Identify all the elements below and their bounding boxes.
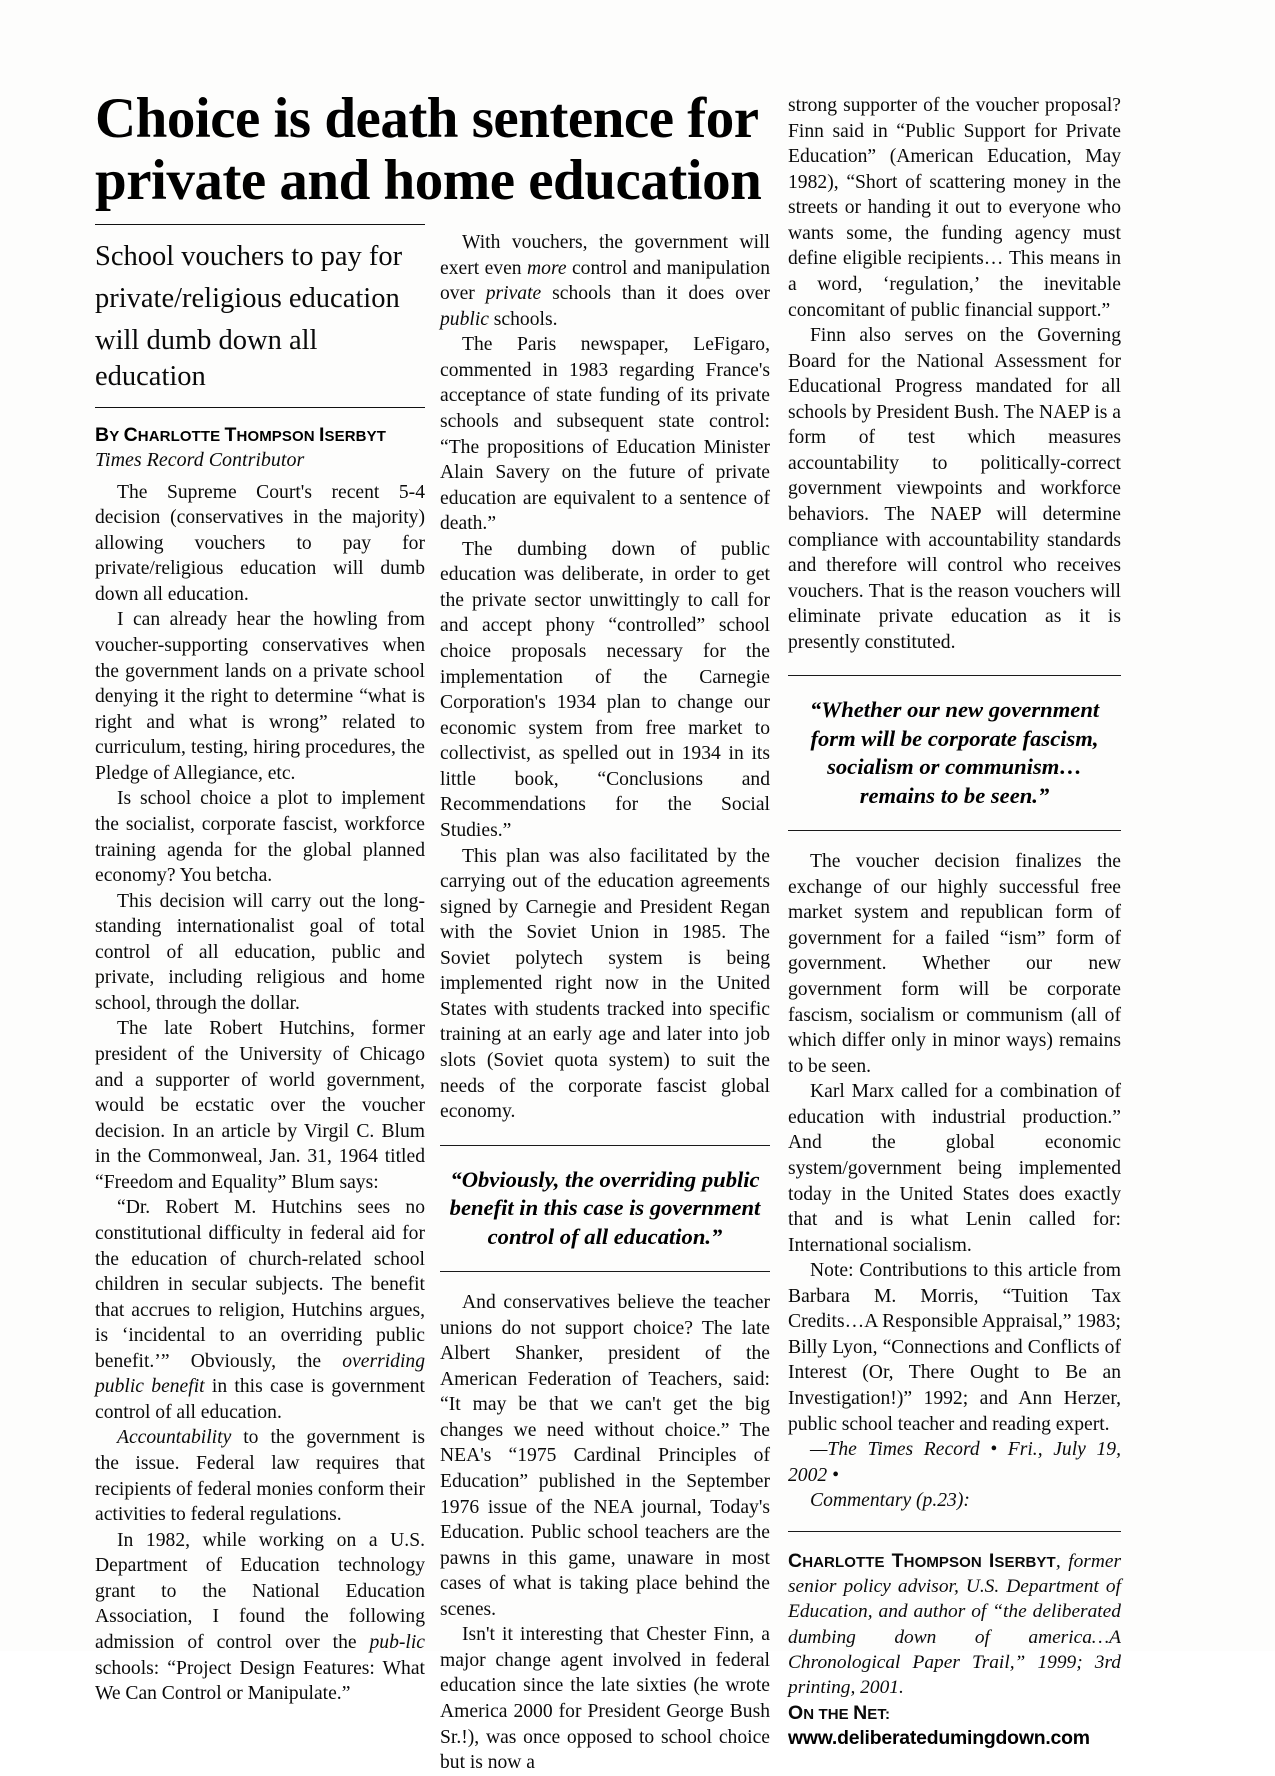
author-bio — [788, 1549, 1121, 1700]
paragraph: And conservatives believe the teacher unions do not support choice? The late Albert Shanker, president of the American Federation of Teachers, said: “It may be that we can't get the big changes we need without choice.” The NEA's “1975 Cardinal Principles of Education” published in the September 1976 issue of the NEA journal, Today's Education. Public school teachers are the pawns in this game, unaware in most cases of what is taking place behind the scenes. — [440, 1292, 770, 1620]
deck-block — [95, 239, 425, 395]
pullquote-line: “Obviously, the overriding public — [450, 1166, 760, 1192]
italic-run: more — [527, 257, 567, 279]
paragraph — [440, 230, 770, 332]
deck-rule-bottom — [95, 407, 425, 408]
paragraph: This plan was also facilitated by the carrying out of the education agreements signed by Carnegie and President Regan with the Soviet Union in 1985. The Soviet polytech system is being implemented right now in the United States with students tracked into specific training at an early age and later into job slots (Soviet quota system) to suit the needs of the corporate fascist global economy. — [440, 845, 770, 1123]
text-run: With vouchers, the government will exert even — [440, 232, 770, 279]
italic-run: overriding public benefit — [95, 1350, 425, 1398]
pullquote-line: “Whether our new government — [809, 697, 1100, 723]
column-one — [95, 224, 425, 1707]
paragraph: The dumbing down of public education was deliberate, in order to get the private sector unwittingly to call for and accept phony “controlled” school choice proposals necessary for the implementation of the Carnegie Corporation's 1934 plan to change our economic system from free market to collectivist, as spelled out in 1934 in its little book, “Conclusions and Recommendations for the Social Studies.” — [440, 538, 770, 841]
text-run: control and manipulation over — [440, 257, 770, 305]
pullquote-rule-bottom — [788, 830, 1121, 831]
italic-run: private — [485, 283, 542, 305]
paragraph: The late Robert Hutchins, former president of the University of Chicago and a supporter of world government, would be ecstatic over the voucher decision. In an article by Virgil C. Blum in the Commonweal, Jan. 31, 1964 titled “Freedom and Equality” Blum says: — [95, 1018, 425, 1193]
author-bio-name: CHARLOTTE THOMPSON ISERBYT — [788, 1549, 1056, 1572]
pullquote-rule-top — [440, 1145, 770, 1146]
paragraph: I can already hear the howling from voucher-supporting conservatives when the government lands on a private school denying it the right to determine “what is right and what is wrong” related to curriculum, testing, hiring procedures, the Pledge of Allegiance, etc. — [95, 609, 425, 784]
paragraph — [95, 1425, 425, 1527]
pullquote-line: socialism or communism… — [827, 754, 1082, 780]
pullquote-rule-top — [788, 675, 1121, 676]
bio-rule — [788, 1531, 1121, 1532]
deck-line-3: will dumb down all education — [95, 324, 318, 392]
author-bio-text: , former senior policy advisor, U.S. Department of Education, and author of “the deliberated dumbing down of america…A Chronological Paper Trail,” 1999; 3rd printing, 2001. — [788, 1550, 1121, 1699]
column-two-body-lower — [440, 1290, 770, 1776]
contributor-line: Times Record Contributor — [95, 448, 305, 471]
headline-line-2: private and home education — [95, 148, 762, 212]
pullquote-line: form will be corporate fascism, — [810, 725, 1099, 751]
column-two-body — [440, 230, 770, 1125]
deck-rule-top — [95, 224, 425, 225]
paragraph: Is school choice a plot to implement the socialist, corporate fascist, workforce training agenda for the global planned economy? You betcha. — [95, 788, 425, 887]
website-url[interactable]: www.deliberatedumingdown.com — [788, 1727, 1090, 1750]
column-three — [788, 93, 1121, 1750]
pullquote-line: remains to be seen.” — [859, 782, 1050, 808]
paragraph: Karl Marx called for a combination of education with industrial production.” And the global economic system/government being implemented today in the United States does exactly that and is what Lenin called for: International socialism. — [788, 1081, 1121, 1256]
source-line-2: Commentary (p.23): — [810, 1490, 970, 1512]
text-run: schools: “Project Design Features: What We Can Control or Manipulate.” — [95, 1657, 425, 1705]
paragraph: The Paris newspaper, LeFigaro, commented in 1983 regarding France's acceptance of state funding of its private schools and subsequent state control: “The propositions of Education Minister Alain Savery on the future of private education are equivalent to a sentence of death.” — [440, 334, 770, 535]
pullquote-line: benefit in this case is government — [449, 1195, 761, 1221]
deck-line-1: School vouchers to pay for — [95, 241, 403, 272]
italic-run: Accountability — [117, 1427, 232, 1449]
text-run: to the government is the issue. Federal law requires that recipients of federal monies conform their activities to federal regulations. — [95, 1427, 425, 1526]
column-three-body-lower — [788, 849, 1121, 1514]
text-run: in this case is government control of all education. — [95, 1376, 425, 1423]
column-two — [440, 230, 770, 1776]
source-line-1: —The Times Record • Fri., July 19, 2002 • — [788, 1439, 1121, 1486]
italic-run: pub-lic — [369, 1631, 425, 1653]
pullquote-line: control of all education.” — [487, 1223, 723, 1249]
paragraph: The voucher decision finalizes the exchange of our highly successful free market system and republican form of government for a failed “ism” form of government. Whether our new government form will be corporate fascism, socialism or communism (all of which differ only in minor ways) remains to be seen. — [788, 851, 1121, 1077]
pullquote-two — [788, 675, 1121, 831]
paragraph: The Supreme Court's recent 5-4 decision (conservatives in the majority) allowing vouchers to pay for private/religious education will dumb down all education. — [95, 481, 425, 605]
paragraph: Isn't it interesting that Chester Finn, a major change agent involved in federal education since the late sixties (he wrote America 2000 for President George Bush Sr.!), was once opposed to school choice but is now a — [440, 1624, 770, 1774]
paragraph: strong supporter of the voucher proposal? Finn said in “Public Support for Private Education” (American Education, May 1982), “Short of scattering money in the streets or handing it out to everyone who wants some, the funding agency must define eligible recipients… This means in a word, ‘regulation,’ the inevitable concomitant of public financial support.” — [788, 95, 1121, 321]
deck-line-2: private/religious education — [95, 282, 400, 314]
column-three-body — [788, 93, 1121, 655]
headline-block — [95, 88, 775, 211]
pullquote-rule-bottom — [440, 1271, 770, 1272]
pullquote-one — [440, 1145, 770, 1272]
paragraph — [95, 1195, 425, 1425]
italic-run: public — [440, 308, 489, 330]
paragraph: This decision will carry out the long-standing internationalist goal of total control of all education, public and private, including religious and home school, through the dollar. — [95, 890, 425, 1014]
paragraph: Note: Contributions to this article from Barbara M. Morris, “Tuition Tax Credits…A Responsible Appraisal,” 1983; Billy Lyon, “Connections and Conflicts of Interest (Or, There Ought to Be an Investigation!)” 1992; and Ann Herzer, public school teacher and reading expert. — [788, 1260, 1121, 1435]
text-run: schools. — [488, 308, 558, 330]
text-run: In 1982, while working on a U.S. Department of Education technology grant to the National Education Association, I found the following admission of control over the — [95, 1529, 425, 1653]
byline: BY CHARLOTTE THOMPSON ISERBYT — [95, 423, 386, 446]
on-the-net-label: ON THE NET: — [788, 1702, 891, 1725]
paragraph — [95, 1528, 425, 1707]
headline-line-1: Choice is death sentence for — [95, 87, 759, 150]
text-run: schools than it does over — [541, 283, 770, 305]
text-run: “Dr. Robert M. Hutchins sees no constitutional difficulty in federal aid for the education of church-related school children in secular subjects. The benefit that accrues to religion, Hutchins argues, is ‘incidental to an overriding public benefit.’” Obviously, the — [95, 1197, 425, 1372]
paragraph: Finn also serves on the Governing Board for the National Assessment for Educational Progress mandated for all schools by President Bush. The NAEP is a form of test which measures accountability to politically-correct government viewpoints and workforce behaviors. The NAEP will determine compliance with accountability standards and therefore will control who receives vouchers. That is the reason vouchers will eliminate private education as it is presently constituted. — [788, 325, 1121, 653]
column-one-body — [95, 480, 425, 1707]
